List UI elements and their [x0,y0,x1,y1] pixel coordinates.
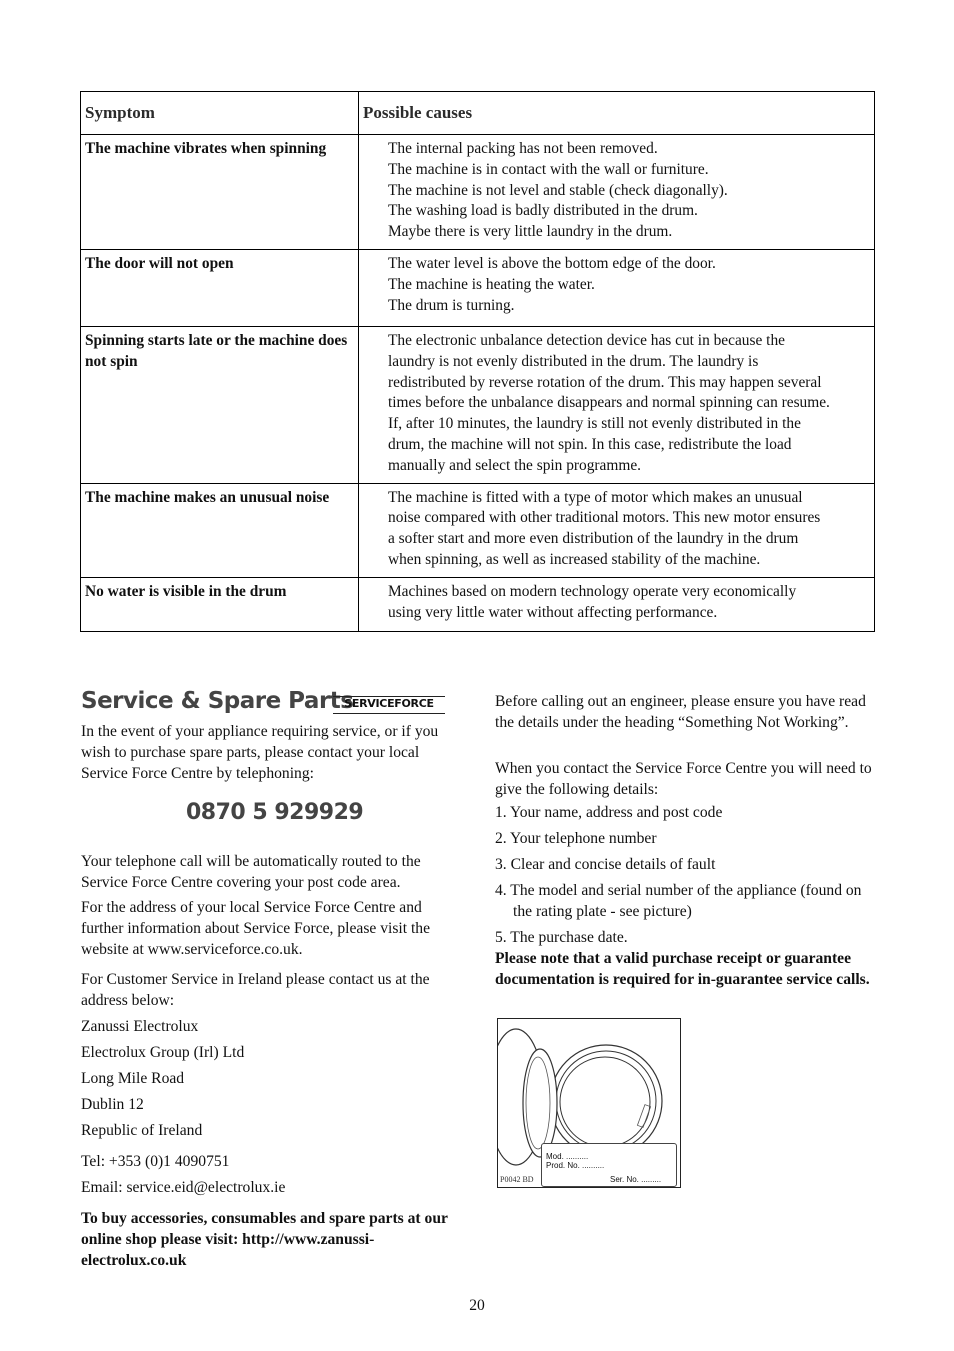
causes-header: Possible causes [359,92,875,135]
causes-cell [359,326,875,483]
section-title: Service & Spare Parts [81,688,354,714]
cause-line: The electronic unbalance detection device has cut in because the [388,331,785,349]
cause-line: laundry is not evenly distributed in the drum. The laundry is [388,352,759,370]
cause-line: redistributed by reverse rotation of the drum. This may happen several [388,373,822,391]
list-item: 5. The purchase date. [495,929,628,946]
causes-cell [359,135,875,250]
serviceforce-logo: SERVICEFORCE [333,696,445,714]
cause-line: drum, the machine will not spin. In this case, redistribute the load [388,435,792,453]
cause-line: The machine is not level and stable (check diagonally). [388,181,728,199]
product-number-label: Prod. No. .......... [546,1161,605,1170]
table-row [81,249,875,326]
causes-cell [359,483,875,577]
list-item: 2. Your telephone number [495,830,657,847]
page-number: 20 [469,1297,485,1314]
address-line: Electrolux Group (Irl) Ltd [81,1044,245,1061]
ireland-intro: For Customer Service in Ireland please contact us at the address below: [81,971,430,1009]
address-line: Long Mile Road [81,1070,185,1087]
table-row [81,483,875,577]
cause-line: using very little water without affecting performance. [388,603,718,621]
causes-cell [359,249,875,326]
address-line: Republic of Ireland [81,1122,203,1139]
symptom-cell: The machine makes an unusual noise [81,483,359,577]
list-item: 4. The model and serial number of the appliance (found on the rating plate - see picture) [495,882,862,920]
table-row [81,326,875,483]
service-phone-number: 0870 5 929929 [186,800,364,825]
cause-line: Machines based on modern technology operate very economically [388,582,797,600]
cause-line: The internal packing has not been removed. [388,140,658,157]
symptom-cell: The machine vibrates when spinning [81,135,359,250]
model-label: Mod. .......... [546,1152,589,1161]
table-row [81,577,875,631]
cause-line: The machine is in contact with the wall or furniture. [388,160,709,178]
cause-line: The machine is fitted with a type of motor which makes an unusual [388,488,803,506]
rating-plate [541,1143,677,1187]
symptom-cell: No water is visible in the drum [81,577,359,631]
contact-details-intro: When you contact the Service Force Centre you will need to give the following details: [495,760,872,798]
ireland-address [81,1016,461,1141]
cause-line: Maybe there is very little laundry in the drum. [388,223,673,241]
cause-line: The machine is heating the water. [388,275,595,293]
address-line: Dublin 12 [81,1096,144,1113]
figure-reference: P0042 BD [500,1175,534,1184]
list-item: 3. Clear and concise details of fault [495,856,716,873]
table-row [81,135,875,250]
symptom-cell: The door will not open [81,249,359,326]
cause-line: The drum is turning. [388,296,515,314]
ireland-email: Email: service.eid@electrolux.ie [81,1179,286,1196]
cause-line: when spinning, as well as increased stability of the machine. [388,550,761,568]
service-intro: In the event of your appliance requiring service, or if you wish to purchase spare parts, please contact your local Service Force Centre by telephoning: [81,723,439,782]
troubleshooting-table [80,91,875,632]
serial-number-label: Ser. No. ......... [610,1175,662,1184]
routing-text: Your telephone call will be automatically routed to the Service Force Centre covering your post code area. [81,853,421,891]
cause-line: The water level is above the bottom edge of the door. [388,254,716,272]
cause-line: manually and select the spin programme. [388,456,642,474]
rating-plate-figure [497,1018,681,1188]
cause-line: times before the unbalance disappears and normal spinning can resume. [388,394,830,412]
cause-line: If, after 10 minutes, the laundry is still not evenly distributed in the [388,415,801,433]
address-line: Zanussi Electrolux [81,1018,199,1035]
website-text: For the address of your local Service Force Centre and further information about Service Force, please visit the website at www.serviceforce.co.uk. [81,899,431,958]
cause-line: noise compared with other traditional motors. This new motor ensures [388,509,821,527]
online-shop-note: To buy accessories, consumables and spare parts at our online shop please visit: http://www.zanussi-electrolux.co.uk [81,1210,448,1269]
cause-line: a softer start and more even distribution of the laundry in the drum [388,530,799,548]
symptom-header: Symptom [81,92,359,135]
symptom-cell: Spinning starts late or the machine does not spin [81,326,359,483]
details-list [495,802,875,953]
guarantee-note: Please note that a valid purchase receipt or guarantee documentation is required for in-guarantee service calls. [495,950,870,988]
before-calling-text: Before calling out an engineer, please ensure you have read the details under the heading “Something Not Working”. [495,693,866,731]
causes-cell [359,577,875,631]
cause-line: The washing load is badly distributed in the drum. [388,202,698,220]
ireland-tel: Tel: +353 (0)1 4090751 [81,1153,230,1170]
list-item: 1. Your name, address and post code [495,804,723,821]
